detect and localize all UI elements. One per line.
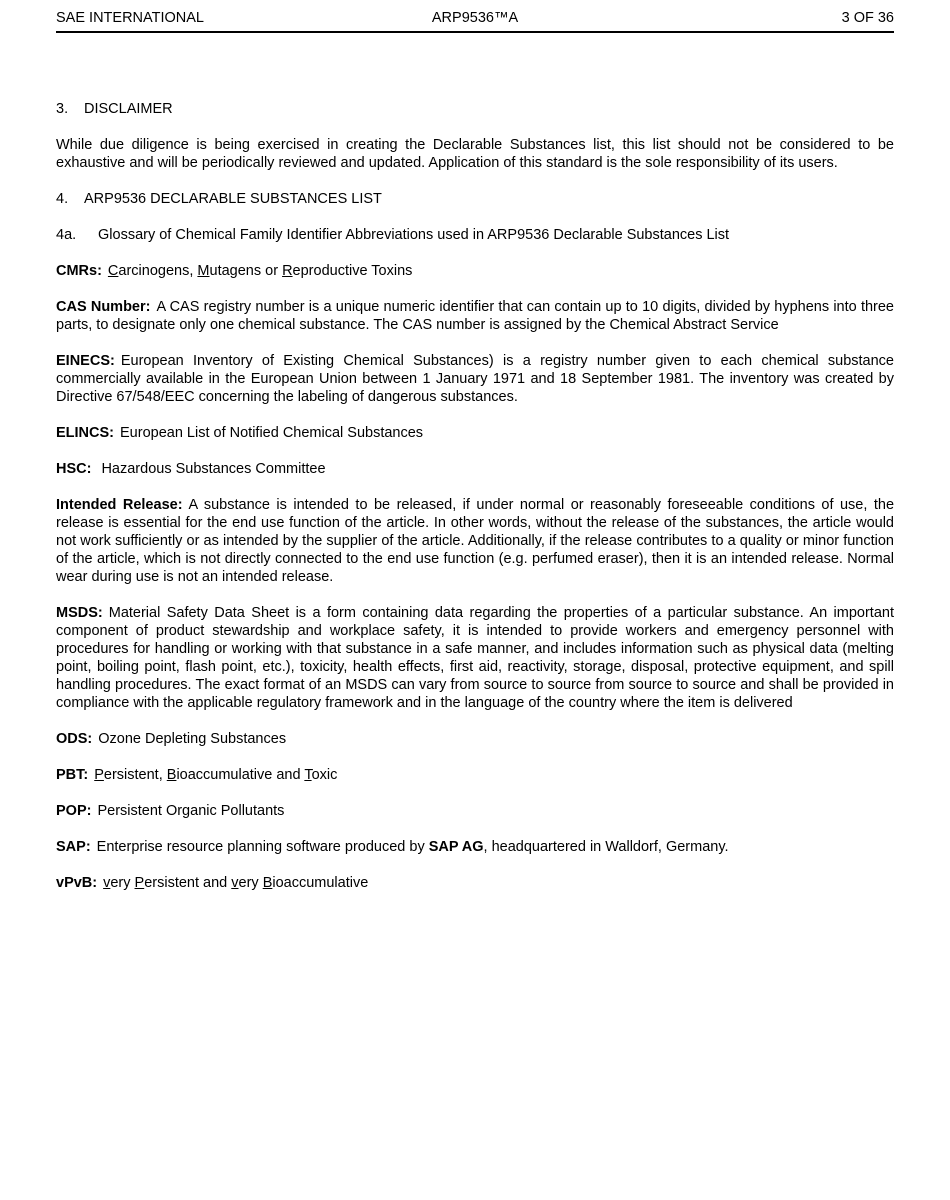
glossary-term: ELINCS:: [56, 425, 114, 441]
definition-text: ioaccumulative and: [176, 767, 305, 783]
definition-text: arcinogens,: [118, 263, 198, 279]
section-title: Glossary of Chemical Family Identifier Abbreviations used in ARP9536 Declarable Substances List: [98, 227, 730, 243]
glossary-entry-cmrs: [56, 262, 894, 280]
header-page-number: 3 OF 36: [841, 10, 894, 26]
glossary-entry-cas: [56, 298, 894, 334]
definition-text: eproductive Toxins: [292, 263, 413, 279]
definition-text: Enterprise resource planning software produced by: [96, 839, 429, 855]
acronym-letter: P: [94, 767, 104, 783]
header-document-id: ARP9536™A: [431, 10, 519, 26]
acronym-letter: B: [262, 875, 273, 891]
acronym-letter: C: [107, 263, 119, 279]
definition-text: utagens or: [209, 263, 283, 279]
acronym-letter: B: [166, 767, 177, 783]
glossary-term: POP:: [56, 803, 92, 819]
acronym-letter: v: [231, 875, 239, 891]
glossary-term: ODS:: [56, 731, 93, 747]
acronym-letter: P: [134, 875, 145, 891]
glossary-definition: A substance is intended to be released, if under normal or reasonably foreseeable conditions of use, the release is essential for the end use function of the article. In other words, without the release of the substances, the article would not work sufficiently or as intended by the supplier of the article. Additionally, if the release contributes to a quality or minor function of the article, which is not directly connected to the end use function (e.g. perfumed eraser), then it is an intended release. Normal wear during use is not an intended release.: [56, 497, 895, 585]
section-4-heading: [56, 190, 894, 208]
glossary-term: PBT:: [56, 767, 89, 783]
definition-text: ery: [238, 875, 263, 891]
section-3-text: While due diligence is being exercised in creating the Declarable Substances list, this list should not be considered to be exhaustive and will be periodically reviewed and updated. Application of this standard is the sole responsibility of its users.: [56, 137, 894, 171]
glossary-term: Intended Release:: [56, 497, 183, 513]
glossary-entry-einecs: [56, 352, 894, 406]
definition-text: ery: [110, 875, 135, 891]
glossary-term: CMRs:: [56, 263, 102, 279]
glossary-definition: Persistent Organic Pollutants: [97, 803, 285, 819]
glossary-term: MSDS:: [56, 605, 103, 621]
glossary-term: vPvB:: [56, 875, 98, 891]
company-name: SAP AG: [428, 839, 484, 855]
page-header: [56, 10, 894, 33]
definition-text: ersistent,: [103, 767, 167, 783]
glossary-entry-msds: [56, 604, 894, 712]
glossary-term: EINECS:: [56, 353, 115, 369]
header-organization: SAE INTERNATIONAL: [56, 10, 204, 26]
section-4a-heading: [56, 226, 894, 244]
glossary-definition: A CAS registry number is a unique numeric identifier that can contain up to 10 digits, divided by hyphens into three parts, to designate only one chemical substance. The CAS number is assigned by the Chemical Abstract Service: [56, 299, 894, 333]
definition-text: ersistent and: [144, 875, 232, 891]
glossary-entry-pbt: [56, 766, 894, 784]
acronym-letter: M: [197, 263, 210, 279]
glossary-definition: Hazardous Substances Committee: [101, 461, 326, 477]
glossary-entry-pop: [56, 802, 894, 820]
section-title: ARP9536 DECLARABLE SUBSTANCES LIST: [84, 191, 382, 207]
glossary-entry-vpvb: [56, 874, 894, 892]
definition-text: oxic: [311, 767, 338, 783]
glossary-definition: European Inventory of Existing Chemical Substances) is a registry number given to each chemical substance commercially available in the European Union between 1 January 1971 and 18 September 1981. The inventory was created by Directive 67/548/EEC concerning the labeling of dangerous substances.: [56, 353, 894, 405]
section-number: 3.: [56, 101, 69, 117]
glossary-entry-sap: [56, 838, 894, 856]
glossary-entry-elincs: [56, 424, 894, 442]
glossary-entry-intended-release: [56, 496, 894, 586]
glossary-term: SAP:: [56, 839, 91, 855]
acronym-letter: R: [282, 263, 293, 279]
glossary-entry-ods: [56, 730, 894, 748]
glossary-definition: European List of Notified Chemical Substances: [120, 425, 424, 441]
glossary-definition: Material Safety Data Sheet is a form containing data regarding the properties of a particular substance. An important component of product stewardship and workplace safety, it is intended to provide workers and emergency personnel with procedures for handling or working with that substance in a safe manner, and includes information such as physical data (melting point, boiling point, flash point, etc.), toxicity, health effects, first aid, reactivity, storage, disposal, protective equipment, and spill handling procedures. The exact format of an MSDS can vary from source to source from source to source and shall be provided in compliance with the applicable regulatory framework and in the language of the country where the item is delivered: [56, 605, 894, 711]
section-number: 4a.: [56, 227, 77, 243]
glossary-definition: Ozone Depleting Substances: [98, 731, 287, 747]
section-3-heading: [56, 100, 894, 118]
definition-text: , headquartered in Walldorf, Germany.: [483, 839, 729, 855]
definition-text: ioaccumulative: [272, 875, 369, 891]
acronym-letter: T: [304, 767, 312, 783]
section-title: DISCLAIMER: [84, 101, 173, 117]
section-number: 4.: [56, 191, 69, 207]
glossary-entry-hsc: [56, 460, 894, 478]
glossary-term: CAS Number:: [56, 299, 151, 315]
acronym-letter: v: [103, 875, 111, 891]
glossary-term: HSC:: [56, 461, 92, 477]
document-body: [56, 100, 894, 910]
